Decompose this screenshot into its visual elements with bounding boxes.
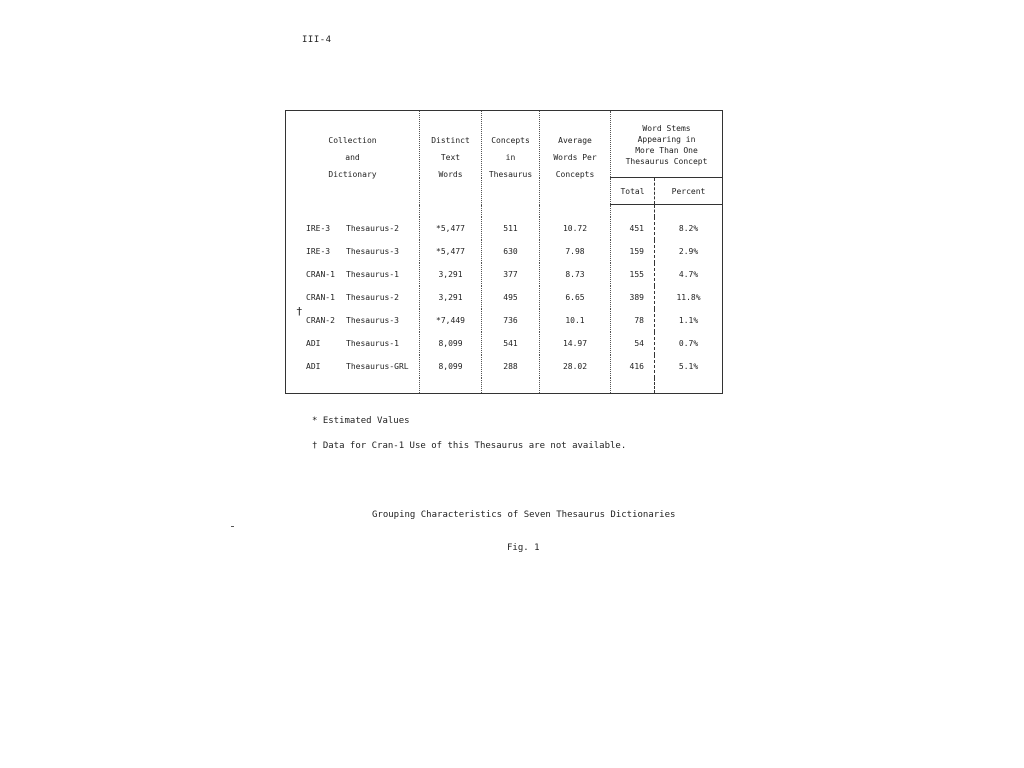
cell-average: 7.98 xyxy=(540,240,611,263)
cell-collection: CRAN-2 xyxy=(306,316,335,325)
cell-concepts: 288 xyxy=(482,355,540,378)
cell-distinct: *5,477 xyxy=(420,217,482,240)
footnote-dagger: † Data for Cran-1 Use of this Thesaurus are not available. xyxy=(312,441,627,451)
header-average-words: Average Words Per Concepts xyxy=(540,111,611,205)
table-body xyxy=(286,205,723,394)
cell-percent: 0.7% xyxy=(678,339,699,348)
cell-percent: 8.2% xyxy=(678,224,699,233)
cell-collection: ADI xyxy=(306,339,321,348)
table-row xyxy=(286,217,723,240)
cell-concepts: 541 xyxy=(482,332,540,355)
cell-distinct: 8,099 xyxy=(420,332,482,355)
table-row xyxy=(286,309,723,332)
table-row xyxy=(286,355,723,378)
cell-average: 6.65 xyxy=(540,286,611,309)
cell-total: 416 xyxy=(611,355,655,378)
cell-total: 155 xyxy=(611,263,655,286)
table-row xyxy=(286,286,723,309)
cell-total: 54 xyxy=(611,332,655,355)
cell-collection: ADI xyxy=(306,362,321,371)
figure-label: Fig. 1 xyxy=(507,543,540,553)
cell-collection: IRE-3 xyxy=(306,224,331,233)
cell-concepts: 495 xyxy=(482,286,540,309)
cell-total: 451 xyxy=(611,217,655,240)
cell-percent: 4.7% xyxy=(678,270,699,279)
cell-percent: 2.9% xyxy=(678,247,699,256)
cell-total: 389 xyxy=(611,286,655,309)
cell-total: 78 xyxy=(611,309,655,332)
table-row xyxy=(286,263,723,286)
cell-dictionary: Thesaurus-2 xyxy=(346,293,399,302)
cell-percent: 1.1% xyxy=(678,316,699,325)
cell-collection: CRAN-1 xyxy=(306,270,335,279)
header-collection: Collection and Dictionary xyxy=(286,111,420,205)
cell-average: 10.72 xyxy=(540,217,611,240)
cell-collection: IRE-3 xyxy=(306,247,331,256)
table-row xyxy=(286,240,723,263)
table-row xyxy=(286,332,723,355)
cell-collection: CRAN-1 xyxy=(306,293,335,302)
scan-speck xyxy=(231,526,234,527)
header-concepts: Concepts in Thesaurus xyxy=(482,111,540,205)
cell-percent: 11.8% xyxy=(676,293,701,302)
cell-dictionary: Thesaurus-2 xyxy=(346,224,399,233)
cell-distinct: 3,291 xyxy=(420,286,482,309)
cell-percent: 5.1% xyxy=(678,362,699,371)
thesaurus-table-container xyxy=(285,110,722,388)
header-distinct-words: Distinct Text Words xyxy=(420,111,482,205)
header-word-stems-group: Word Stems Appearing in More Than One Thesaurus Concept xyxy=(611,111,723,178)
cell-dictionary: Thesaurus-3 xyxy=(346,316,399,325)
cell-average: 10.1 xyxy=(540,309,611,332)
cell-total: 159 xyxy=(611,240,655,263)
header-percent: Percent xyxy=(655,178,723,205)
cell-dictionary: Thesaurus-1 xyxy=(346,270,399,279)
cell-average: 8.73 xyxy=(540,263,611,286)
cell-concepts: 511 xyxy=(482,217,540,240)
cell-concepts: 630 xyxy=(482,240,540,263)
cell-dictionary: Thesaurus-GRL xyxy=(346,362,409,371)
footnote-estimated: * Estimated Values xyxy=(312,416,410,426)
cell-average: 28.02 xyxy=(540,355,611,378)
cell-distinct: *5,477 xyxy=(420,240,482,263)
cell-dictionary: Thesaurus-3 xyxy=(346,247,399,256)
cell-distinct: *7,449 xyxy=(420,309,482,332)
cell-distinct: 8,099 xyxy=(420,355,482,378)
cell-concepts: 736 xyxy=(482,309,540,332)
cell-distinct: 3,291 xyxy=(420,263,482,286)
cell-dictionary: Thesaurus-1 xyxy=(346,339,399,348)
figure-caption: Grouping Characteristics of Seven Thesaurus Dictionaries xyxy=(372,510,676,520)
thesaurus-table xyxy=(285,110,723,394)
dagger-mark: † xyxy=(296,305,303,318)
page-number: III-4 xyxy=(302,35,332,45)
cell-average: 14.97 xyxy=(540,332,611,355)
cell-concepts: 377 xyxy=(482,263,540,286)
header-total: Total xyxy=(611,178,655,205)
